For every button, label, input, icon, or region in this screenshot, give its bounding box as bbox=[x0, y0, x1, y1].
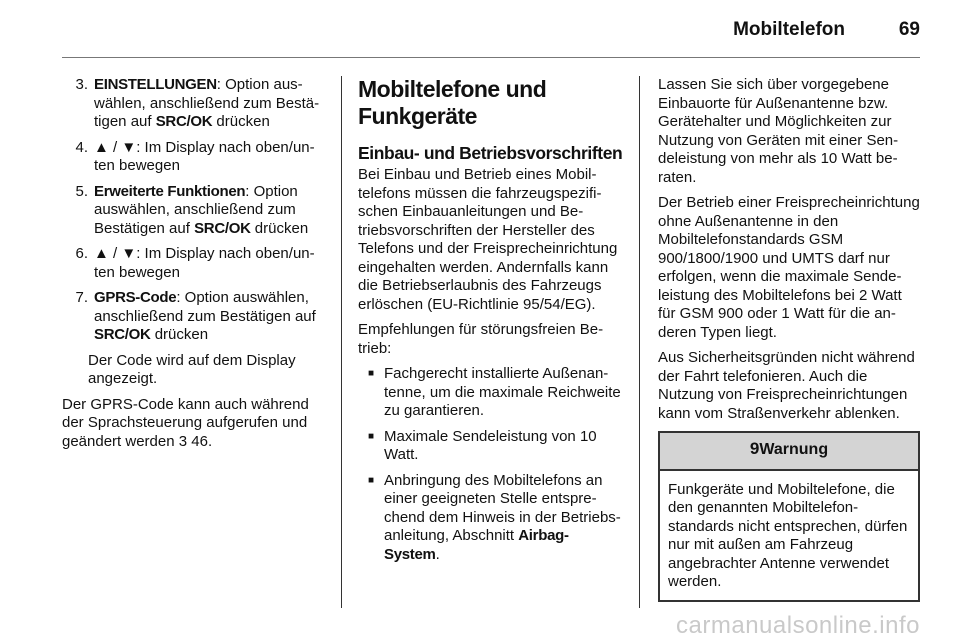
column-separator-2 bbox=[639, 76, 640, 608]
watermark: carmanualsonline.info bbox=[676, 612, 920, 639]
bullet-square-icon: ■ bbox=[368, 368, 375, 379]
warning-triangle-icon: 9 bbox=[749, 439, 760, 458]
menu-label: GPRS-Code bbox=[94, 289, 177, 306]
step-5: 5. Erweiterte Funktionen: Option auswählen, anschließend zum Bestätigen auf SRC/OK drücken bbox=[62, 183, 326, 239]
step-7: 7. GPRS-Code: Option auswählen, anschließend zum Bestätigen auf SRC/OK drücken bbox=[62, 289, 326, 345]
paragraph: Lassen Sie sich über vorgegebene Einbauorte für Außenantenne bzw. Gerätehalter und Möglichkeiten zur Nutzung von Geräten mit einer Sendeleistung von mehr als 10 Watt beraten. bbox=[658, 76, 899, 186]
header-rule bbox=[62, 57, 920, 58]
paragraph: Aus Sicherheitsgründen nicht während der Fahrt telefonieren. Auch die Nutzung von Freisprecheinrichtungen kann vom Straßenverkehr ablenken. bbox=[658, 349, 915, 422]
bullet-item: ■ Maximale Sendeleistung von 10 Watt. bbox=[368, 427, 597, 463]
warning-body: Funkgeräte und Mobiltelefone, die den genannten Mobiltelefonstandards nicht entsprechen, dürfen nur mit außen am Fahrzeug angebrachter Antenne verwendet werden. bbox=[668, 480, 908, 590]
page-reference-arrow-icon: 3 bbox=[178, 432, 188, 450]
warning-box bbox=[658, 431, 920, 602]
menu-label: Erweiterte Funktionen bbox=[94, 182, 246, 200]
bullet-item: ■ Anbringung des Mobiltelefons an einer geeigneten Stelle entsprechend dem Hinweis in der Betriebsanleitung, Abschnitt Airbag-System. bbox=[368, 471, 621, 563]
subsection-heading: Einbau- und Betriebsvorschriften bbox=[358, 143, 623, 163]
paragraph: Der Betrieb einer Freisprecheinrichtung ohne Außenantenne in den Mobiltelefonstandards GSM 900/1800/1900 und UMTS darf nur erfolgen, wenn die maximale Sendeleistung des Mobiltelefons bei 2 Watt für GSM 900 oder 1 Watt für die anderen Typen liegt. bbox=[658, 194, 920, 341]
button-label: SRC/OK bbox=[194, 219, 251, 237]
bullet-square-icon: ■ bbox=[368, 474, 375, 486]
column-separator-1 bbox=[341, 76, 342, 608]
page-number: 69 bbox=[898, 19, 920, 40]
bullet-item: ■ Fachgerecht installierte Außenantenne, um die maximale Reichweite zu garantieren. bbox=[368, 365, 621, 419]
button-label: SRC/OK bbox=[155, 113, 213, 130]
button-label: SRC/OK bbox=[94, 326, 151, 343]
step-note: Der Code wird auf dem Display angezeigt. bbox=[88, 351, 296, 387]
bullet-square-icon: ■ bbox=[368, 430, 375, 442]
paragraph: Bei Einbau und Betrieb eines Mobiltelefons müssen die fahrzeugspezifischen Einbauanleitungen und Betriebsvorschriften der Hersteller des Telefons und der Freisprecheinrichtung eingehalten werden. Andernfalls kann die Betriebserlaubnis des Fahrzeugs erlöschen (EU-Richtlinie 95/54/EG). bbox=[358, 166, 618, 313]
column-2 bbox=[358, 76, 624, 571]
paragraph: Empfehlungen für störungsfreien Betrieb: bbox=[358, 321, 604, 357]
column-1 bbox=[62, 76, 326, 458]
step-number: 7. bbox=[75, 289, 88, 306]
step-4: 4. ▲ / ▼: Im Display nach oben/unten bewegen bbox=[62, 139, 326, 176]
menu-label: EINSTELLUNGEN bbox=[94, 76, 217, 93]
page-header-title: Mobiltelefon bbox=[733, 19, 845, 40]
warning-header bbox=[660, 433, 918, 471]
page-reference[interactable]: 46. bbox=[191, 432, 213, 450]
step-3: 3. EINSTELLUNGEN: Option auswählen, anschließend zum Bestätigen auf SRC/OK drücken bbox=[62, 76, 326, 132]
step-number: 4. bbox=[75, 138, 88, 156]
step-number: 5. bbox=[75, 182, 88, 200]
step-6: 6. ▲ / ▼: Im Display nach oben/unten bewegen bbox=[62, 245, 326, 282]
warning-title: Warnung bbox=[759, 441, 829, 458]
section-reference: Airbag-System bbox=[384, 527, 569, 563]
column-3 bbox=[658, 76, 920, 602]
step-number: 6. bbox=[75, 245, 88, 262]
closing-paragraph: Der GPRS-Code kann auch während der Sprachsteuerung aufgerufen und geändert werden 3 46. bbox=[62, 395, 309, 450]
step-number: 3. bbox=[75, 76, 88, 93]
section-heading: Mobiltelefone und Funkgeräte bbox=[358, 76, 547, 129]
